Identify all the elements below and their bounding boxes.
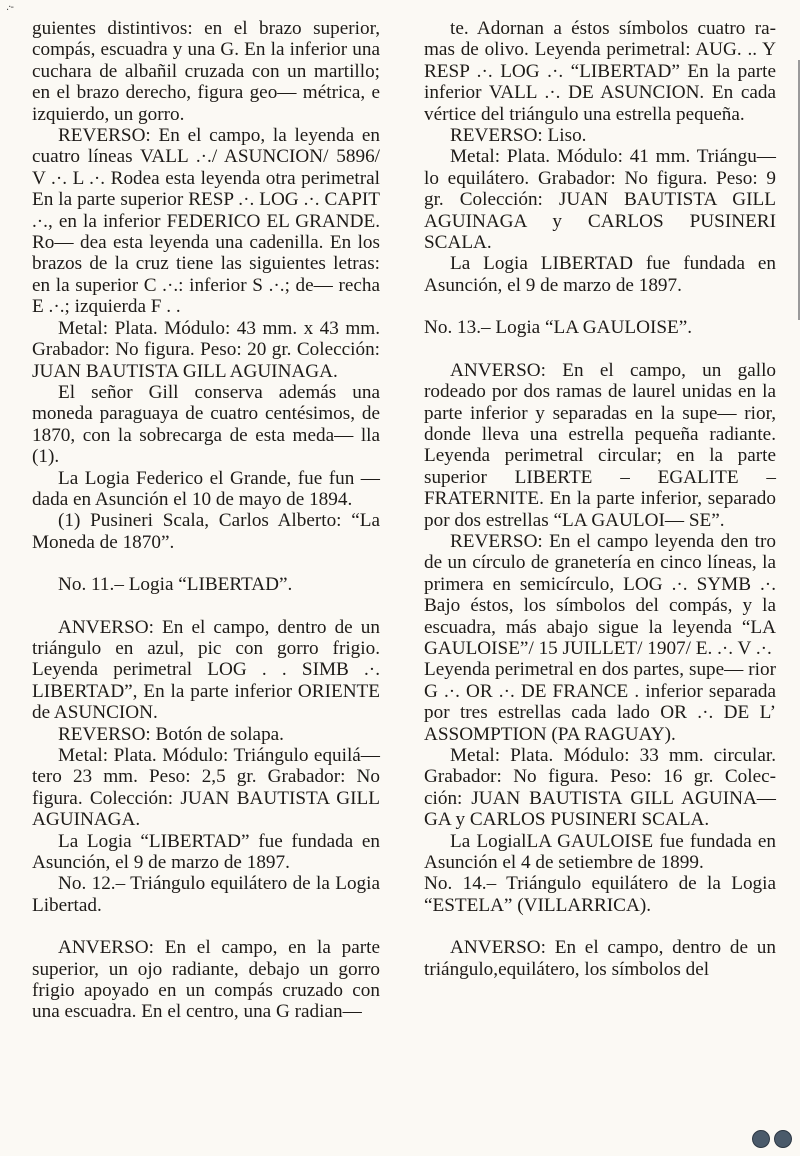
page-corner-dots — [752, 1130, 792, 1148]
paragraph-anverso-14: ANVERSO: En el campo, dentro de un triángulo,equilátero, los símbolos del — [424, 937, 776, 980]
paragraph-anverso-11: ANVERSO: En el campo, dentro de un triángulo en azul, pic con gorro frigio. Leyenda perimetral LOG . . SIMB .·. LIBERTAD”, En la parte inferior ORIENTE de ASUNCION. — [32, 616, 380, 724]
paragraph-federico-fundacion: La Logia Federico el Grande, fue fun — dada en Asunción el 10 de mayo de 1894. — [32, 467, 380, 510]
section-heading-13: No. 13.– Logia “LA GAULOISE”. — [424, 317, 693, 339]
paragraph-continuation: guientes distintivos: en el brazo superior, compás, escuadra y una G. En la inferior una cuchara de albañil cruzada con un martillo; en el brazo derecho, figura geo— métrica, e izquierdo, un gorro. — [32, 18, 380, 125]
paragraph-anverso-12-cont: te. Adornan a éstos símbolos cuatro ra- mas de olivo. Leyenda perimetral: AUG. .. Y RESP .·. LOG .·. “LIBERTAD” En la parte inferior VALL .·. DE ASUNCION. En cada vértice del triángulo una estrella pequeña. — [424, 18, 776, 125]
paragraph-reverso-11: REVERSO: Botón de solapa. — [58, 723, 284, 745]
corner-mark: .·- — [6, 2, 13, 13]
page-dot-icon — [752, 1130, 770, 1148]
page-dot-icon — [774, 1130, 792, 1148]
footnote: (1) Pusineri Scala, Carlos Alberto: “La Moneda de 1870”. — [32, 510, 380, 553]
paragraph-metal-federico: Metal: Plata. Módulo: 43 mm. x 43 mm. Grabador: No figura. Peso: 20 gr. Colección: JUAN BAUTISTA GILL AGUINAGA. — [32, 317, 380, 382]
paragraph-metal-11: Metal: Plata. Módulo: Triángulo equilá— tero 23 mm. Peso: 2,5 gr. Grabador: No figura. Colección: JUAN BAUTISTA GILL AGUINAGA. — [32, 745, 380, 831]
paragraph-metal-13: Metal: Plata. Módulo: 33 mm. circular. Grabador: No figura. Peso: 16 gr. Colec- ción: JUAN BAUTISTA GILL AGUINA— GA y CARLOS PUSINERI SCALA. — [424, 745, 776, 831]
section-heading-11: No. 11.– Logia “LIBERTAD”. — [58, 574, 293, 596]
paragraph-libertad-fundacion: La Logia “LIBERTAD” fue fundada en Asunción, el 9 de marzo de 1897. — [32, 830, 380, 874]
left-column — [32, 18, 380, 1023]
paragraph-gauloise-fundacion: La LogialLA GAULOISE fue fundada en Asunción el 4 de setiembre de 1899. — [424, 830, 776, 874]
paragraph-anverso-13: ANVERSO: En el campo, un gallo rodeado por dos ramas de laurel unidas en la parte inferior y separadas en la supe— rior, donde lleva una estrella pequeña radiante. Leyenda perimetral circular; en la parte superior LIBERTE – EGALITE – FRATERNITE. En la parte inferior, separado por dos estrellas “LA GAULOI— SE”. — [424, 359, 776, 531]
section-heading-14: No. 14.– Triángulo equilátero de la Logia “ESTELA” (VILLARRICA). — [424, 873, 776, 916]
paragraph-gill-moneda: El señor Gill conserva además una moneda paraguaya de cuatro centésimos, de 1870, con la sobrecarga de esta meda— lla (1). — [32, 381, 380, 468]
section-heading-12: No. 12.– Triángulo equilátero de la Logia Libertad. — [32, 873, 380, 916]
paragraph-anverso-12: ANVERSO: En el campo, en la parte superior, un ojo radiante, debajo un gorro frigio apoyado en un compás cruzado con una escuadra. En el centro, una G radian— — [32, 937, 380, 1023]
paragraph-reverso-12: REVERSO: Liso. — [450, 125, 587, 147]
right-column — [424, 18, 776, 980]
paragraph-metal-12: Metal: Plata. Módulo: 41 mm. Triángu— lo equilátero. Grabador: No figura. Peso: 9 gr. Colección: JUAN BAUTISTA GILL AGUINAGA y CARLOS PUSINERI SCALA. — [424, 146, 776, 254]
paragraph-leyenda-13: Leyenda perimetral en dos partes, supe— rior G .·. OR .·. DE FRANCE . inferior separada por tres estrellas cada lado OR .·. DE L’ ASSOMPTION (PA RAGUAY). — [424, 659, 776, 745]
paragraph-libertad-fundacion-2: La Logia LIBERTAD fue fundada en Asunción, el 9 de marzo de 1897. — [424, 253, 776, 296]
paragraph-reverso-federico: REVERSO: En el campo, la leyenda en cuatro líneas VALL .·./ ASUNCION/ 5896/ V .·. L .·. Rodea esta leyenda otra perimetral En la parte superior RESP .·. LOG .·. CAPIT .·., en la inferior FEDERICO EL GRANDE. Ro— dea esta leyenda una cadenilla. En los brazos de la cruz tiene las siguientes letras: en la superior C .·.: inferior S .·.; de— recha E .·.; izquierda F . . — [32, 125, 380, 318]
paragraph-reverso-13: REVERSO: En el campo leyenda den tro de un círculo de granetería en cinco líneas, la primera en semicírculo, LOG .·. SYMB .·. Bajo éstos, los símbolos del compás, y la escuadra, más abajo sigue la leyenda “LA GAULOISE”/ 15 JUILLET/ 1907/ E. .·. V .·. — [424, 530, 776, 659]
